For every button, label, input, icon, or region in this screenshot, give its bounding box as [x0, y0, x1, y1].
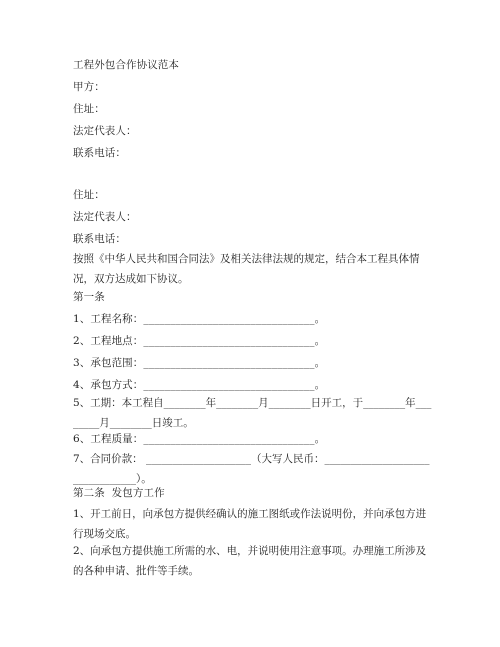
address-label-1: 住址：: [73, 103, 105, 115]
address-label-2: 住址：: [73, 189, 105, 201]
document-title: 工程外包合作协议范本: [73, 59, 179, 71]
party-a-label: 甲方：: [73, 81, 105, 93]
legal-representative-label-2: 法定代表人：: [73, 211, 137, 223]
legal-representative-label-1: 法定代表人：: [73, 125, 137, 137]
article-1-item-1: 1、工程名称：________________________________。: [73, 313, 326, 325]
article-1-item-2: 2、工程地点：________________________________。: [73, 335, 326, 347]
article-2-item-2: 2、向承包方提供施工所需的水、电，并说明使用注意事项。办理施工所涉及的各种申请、批件等手续。: [73, 545, 427, 577]
article-2-heading: 第二条 发包方工作: [73, 487, 165, 499]
preamble-paragraph: 按照《中华人民共和国合同法》及相关法律法规的规定，结合本工程具体情况，双方达成如下协议。: [73, 253, 420, 285]
phone-label-2: 联系电话：: [73, 233, 126, 245]
article-1-item-3: 3、承包范围：________________________________。: [73, 357, 326, 369]
article-1-item-6: 6、工程质量：________________________________。: [73, 433, 326, 445]
article-1-item-4: 4、承包方式：________________________________。: [73, 379, 326, 391]
article-1-item-5: 5、工期：本工程自________年________月________日开工，于________年________月________日竣工。: [73, 397, 432, 429]
phone-label-1: 联系电话：: [73, 147, 126, 159]
article-1-heading: 第一条: [73, 291, 105, 303]
article-2-item-1: 1、开工前日，向承包方提供经确认的施工图纸或作法说明份，并向承包方进行现场交底。: [73, 508, 427, 540]
article-1-item-7: 7、合同价款： ____________________（大写人民币：________________________________）。: [73, 453, 430, 485]
